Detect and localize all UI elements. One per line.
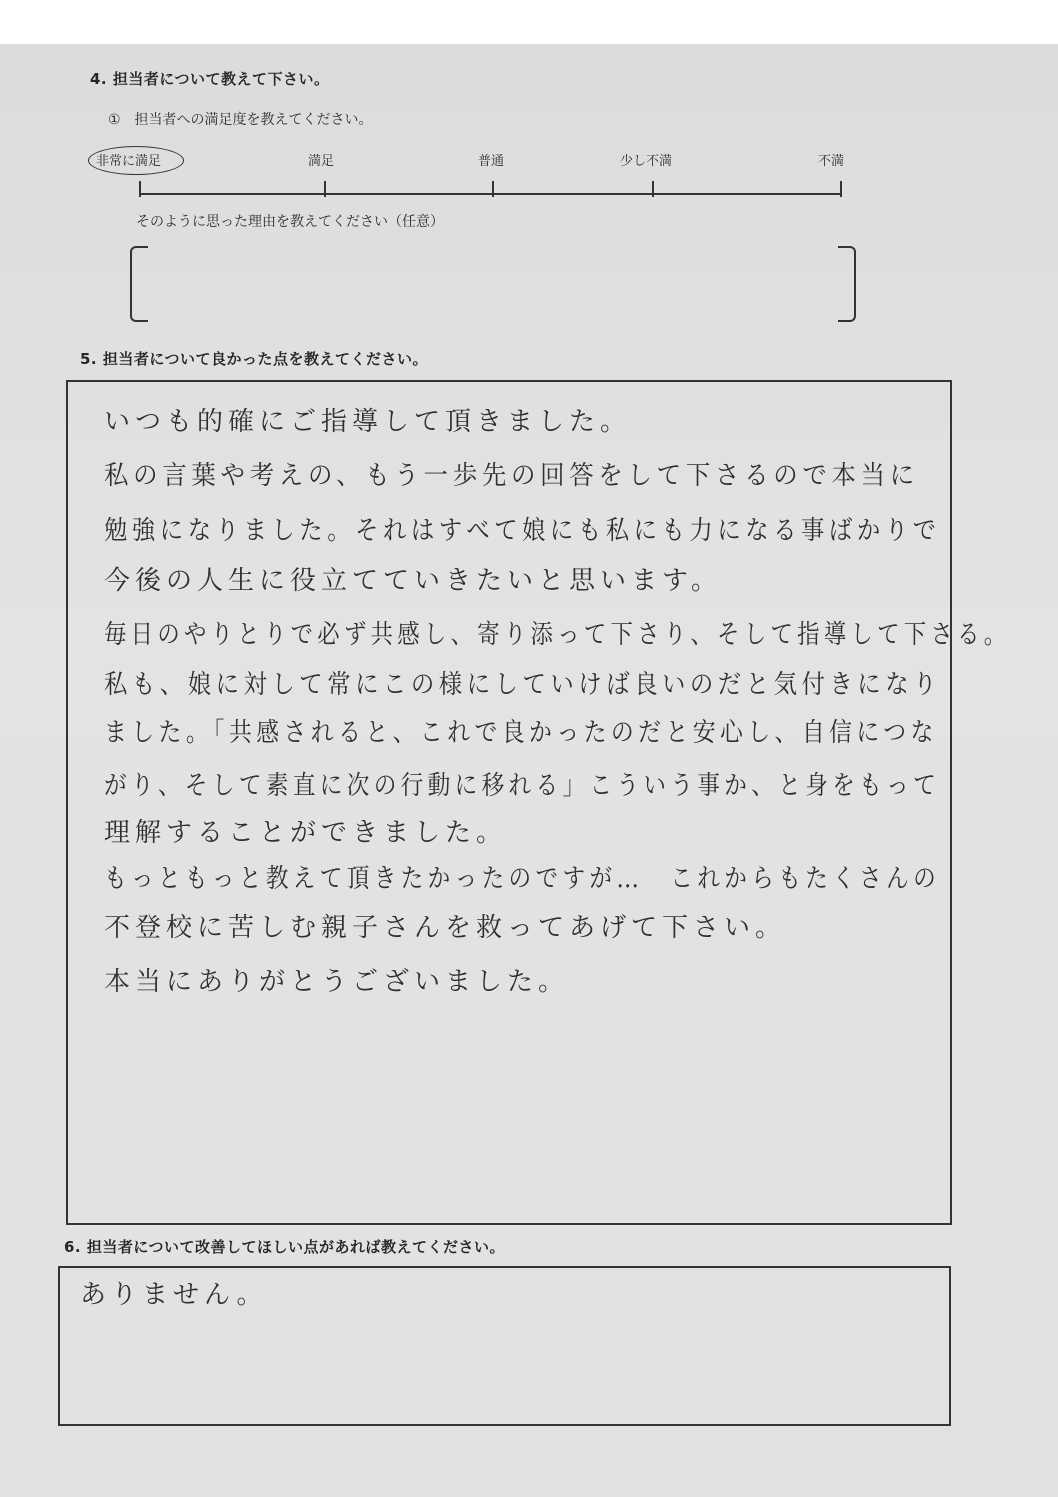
handwritten-line: 私の言葉や考えの、もう一歩先の回答をして下さるので本当に (104, 461, 919, 491)
reason-bracket-right (838, 246, 856, 322)
handwritten-line: ました。「共感されると、これで良かったのだと安心し、自信につな (104, 718, 938, 748)
q5-answer-box[interactable] (66, 380, 1011, 1225)
handwritten-line: 私も、娘に対して常にこの様にしていけば良いのだと気付きになり (104, 670, 942, 700)
q6-handwritten-answer: ありません。 (80, 1280, 268, 1310)
scale-option-very-satisfied[interactable]: 非常に満足 (96, 154, 162, 169)
q5-title: 5. 担当者について良かった点を教えてください。 (80, 350, 429, 368)
scale-option-satisfied[interactable]: 満足 (308, 154, 335, 169)
handwritten-line: 勉強になりました。それはすべて娘にも私にも力になる事ばかりで (104, 516, 941, 546)
scale-tick (139, 181, 141, 197)
q4-subquestion: ① 担当者への満足度を教えてください。 (108, 112, 373, 128)
scale-option-neutral[interactable]: 普通 (478, 154, 505, 169)
handwritten-line: 不登校に苦しむ親子さんを救ってあげて下さい。 (104, 913, 787, 943)
satisfaction-scale-line (139, 193, 842, 195)
handwritten-line: 本当にありがとうございました。 (104, 967, 570, 997)
scale-option-dissatisfied[interactable]: 不満 (818, 154, 845, 169)
scale-tick (492, 181, 494, 197)
reason-label: そのように思った理由を教えてください（任意） (136, 214, 444, 230)
handwritten-line: 今後の人生に役立てていきたいと思います。 (104, 566, 722, 596)
q6-title: 6. 担当者について改善してほしい点があれば教えてください。 (64, 1238, 506, 1256)
scale-option-slightly-dissatisfied[interactable]: 少し不満 (620, 154, 673, 169)
scale-tick (840, 181, 842, 197)
scale-tick (652, 181, 654, 197)
handwritten-line: 毎日のやりとりで必ず共感し、寄り添って下さり、そして指導して下さる。 (104, 620, 1011, 650)
q4-title: 4. 担当者について教えて下さい。 (90, 70, 330, 88)
handwritten-line: いつも的確にご指導して頂きました。 (104, 407, 632, 437)
handwritten-line: 理解することができました。 (104, 818, 508, 848)
handwritten-line: がり、そして素直に次の行動に移れる」こういう事か、と身をもって (104, 771, 941, 801)
handwritten-line: もっともっと教えて頂きたかったのですが… これからもたくさんの (104, 864, 941, 894)
reason-bracket-left (130, 246, 148, 322)
scale-tick (324, 181, 326, 197)
